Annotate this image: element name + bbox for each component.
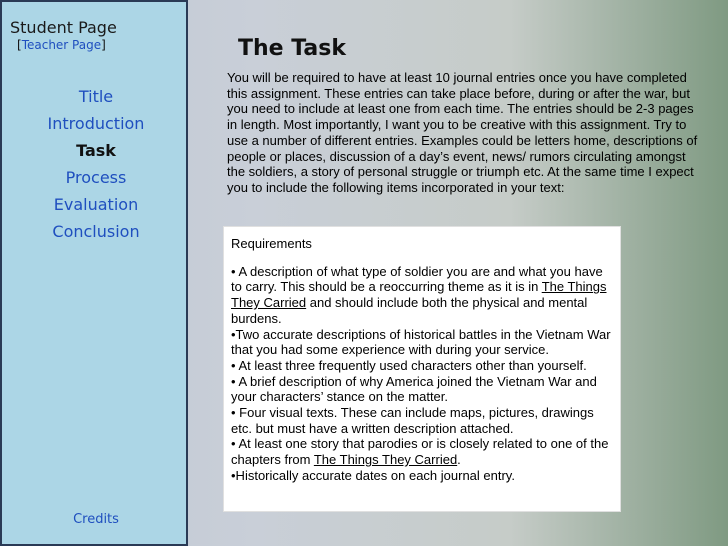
page-title: The Task [238,36,346,61]
book-title-link: The Things They Carried [313,452,458,468]
requirement-item [231,436,611,467]
requirement-text: • At least one story that parodies or is closely related to one of the chapters from [231,436,609,468]
student-page-label: Student Page [10,18,117,37]
requirements-list [231,236,611,484]
nav-title[interactable]: Title [78,87,114,106]
nav-evaluation[interactable]: Evaluation [53,195,139,214]
bracket-close: ] [101,38,106,52]
task-intro-text: You will be required to have at least 10 journal entries once you have completed this assignment. These entries can take place before, during or after the war, but you need to include at least one from each time. The entries should be 2-3 pages in length. Most importantly, I want you to be creative with this assignment. Try to use a number of different entries. Examples could be letters home, descriptions of people or places, discussion of a day’s event, news/ rumors circulating amongst the soldiers, a story of personal struggle or triumph etc. At the same time I expect you to include the following items incorporated in your text: [227,70,698,195]
requirement-item [231,264,611,327]
nav-credits[interactable]: Credits [73,512,119,527]
requirement-item: •Two accurate descriptions of historical battles in the Vietnam War that you had some experience with during your service. [231,326,611,358]
requirement-text: • A description of what type of soldier you are and what you have to carry. This should be a reoccurring theme as it is in [231,263,603,295]
book-title-link: The Things They Carried [231,279,607,311]
teacher-page-link[interactable]: Teacher Page [21,38,102,52]
requirements-heading: Requirements [231,236,312,251]
requirement-text-end: . [457,452,461,468]
nav-introduction[interactable]: Introduction [47,114,145,133]
teacher-page-link-wrapper [17,38,106,52]
requirement-item: •Historically accurate dates on each journal entry. [231,467,515,483]
requirement-item: • A brief description of why America joined the Vietnam War and your characters’ stance on the matter. [231,373,597,405]
bracket-open: [ [17,38,22,52]
sidebar [0,0,188,546]
nav-task[interactable]: Task [76,141,116,160]
requirement-item: • Four visual texts. These can include maps, pictures, drawings etc. but must have a written description attached. [231,405,594,436]
nav-process[interactable]: Process [65,168,127,187]
requirement-text-end: and should include both the physical and mental burdens. [231,295,588,326]
nav-conclusion[interactable]: Conclusion [52,222,140,241]
requirement-item: • At least three frequently used characters other than yourself. [231,357,587,373]
